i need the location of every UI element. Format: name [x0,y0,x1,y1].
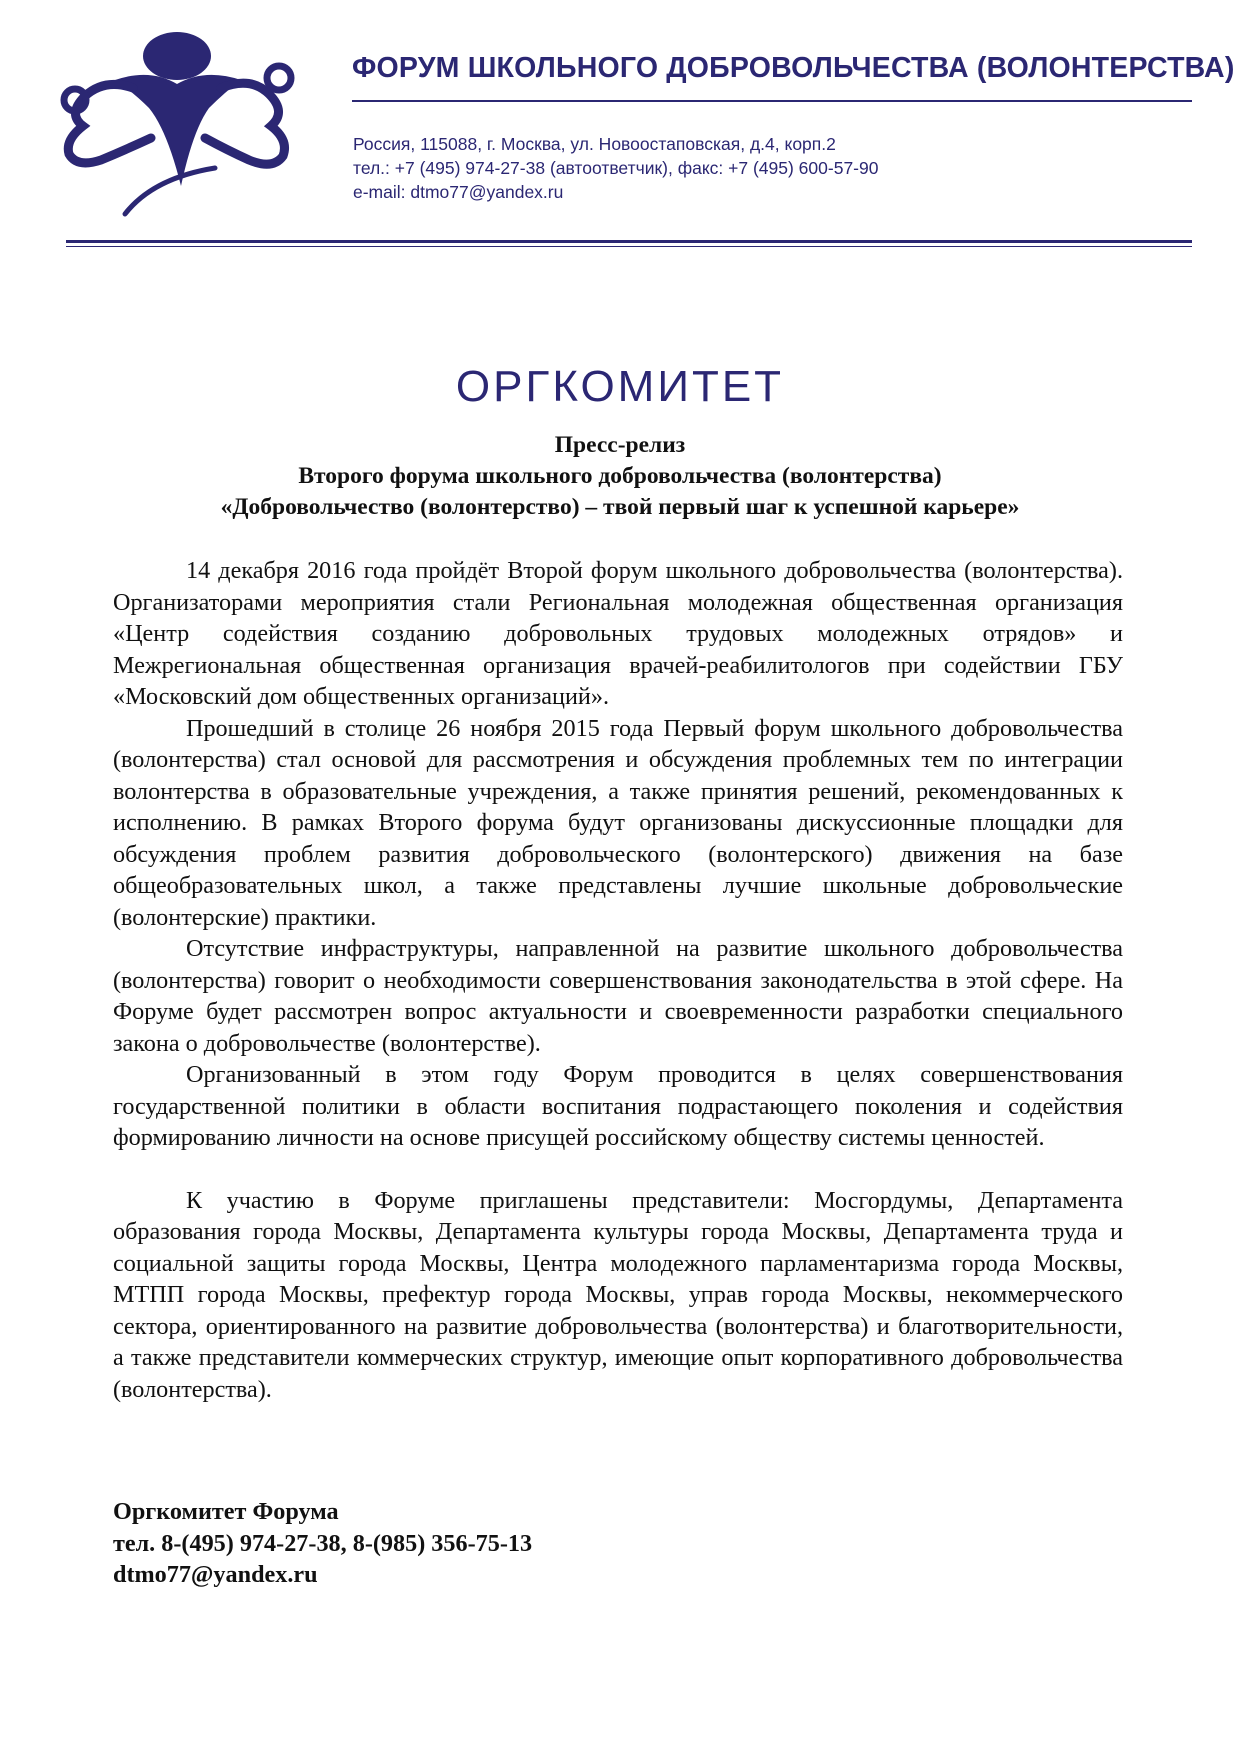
email-line: e-mail: dtmo77@yandex.ru [353,182,564,202]
release-label: Пресс-релиз [554,432,686,458]
paragraph: Организованный в этом году Форум проводится в целях совершенствования государственной политики в области воспитания подрастающего поколения и содействия формированию личности на основе присущей российскому обществу системы ценностей. [113,1061,1123,1151]
signature-phone: тел. 8-(495) 974-27-38, 8-(985) 356-75-13 [113,1529,533,1557]
contact-block [353,132,878,204]
paragraph: Прошедший в столице 26 ноября 2015 года Первый форум школьного добровольчества (волонтерства) стал основой для рассмотрения и обсуждения проблемных тем по интеграции волонтерства в образовательные учреждения, а также принятия решений, рекомендованных к исполнению. В рамках Второго форума будут организованы дискуссионные площадки для обсуждения проблем развития добровольческого (волонтерского) движения на базе общеобразовательных школ, а также представлены лучшие школьные добровольческие (волонтерские) практики. [113,714,1123,931]
organization-name: ФОРУМ ШКОЛЬНОГО ДОБРОВОЛЬЧЕСТВА (ВОЛОНТЕРСТВА) [352,52,1235,84]
address-line: Россия, 115088, г. Москва, ул. Новоостаповская, д.4, корп.2 [353,134,836,154]
release-event: Второго форума школьного добровольчества (волонтерства) [298,463,942,489]
page-title: ОРГКОМИТЕТ [455,362,785,411]
letterhead-divider-thin [66,246,1192,247]
phone-line: тел.: +7 (495) 974-27-38 (автоответчик), факс: +7 (495) 600-57-90 [353,158,879,178]
letterhead-divider-thick [66,240,1192,243]
forum-logo-icon [55,18,305,223]
document-body [113,555,1123,1405]
signature-email: dtmo77@yandex.ru [113,1561,318,1588]
press-release-title [0,430,1240,523]
header-rule [352,100,1192,102]
paragraph: К участию в Форуме приглашены представители: Мосгордумы, Департамента образования города Москвы, Департамента культуры города Москвы, Департамента труда и социальной защиты города Москвы, Центра молодежного парламентаризма города Москвы, МТПП города Москвы, префектур города Москвы, управ города Москвы, некоммерческого сектора, ориентированного на развитие добровольчества (волонтерства) и благотворительности, а также представители коммерческих структур, имеющие опыт корпоративного добровольчества (волонтерства). [113,1186,1123,1403]
paragraph: Отсутствие инфраструктуры, направленной на развитие школьного добровольчества (волонтерства) говорит о необходимости совершенствования законодательства в этой сфере. На Форуме будет рассмотрен вопрос актуальности и своевременности разработки специального закона о добровольчестве (волонтерстве). [113,935,1123,1057]
signature-org: Оргкомитет Форума [113,1498,339,1525]
signature-block [113,1496,532,1591]
release-slogan: «Добровольчество (волонтерство) – твой первый шаг к успешной карьере» [220,494,1020,520]
paragraph: 14 декабря 2016 года пройдёт Второй форум школьного добровольчества (волонтерства). Организаторами мероприятия стали Региональная молодежная общественная организация «Центр содействия созданию добровольных трудовых молодежных отрядов» и Межрегиональная общественная организация врачей-реабилитологов при содействии ГБУ «Московский дом общественных организаций». [113,557,1123,710]
